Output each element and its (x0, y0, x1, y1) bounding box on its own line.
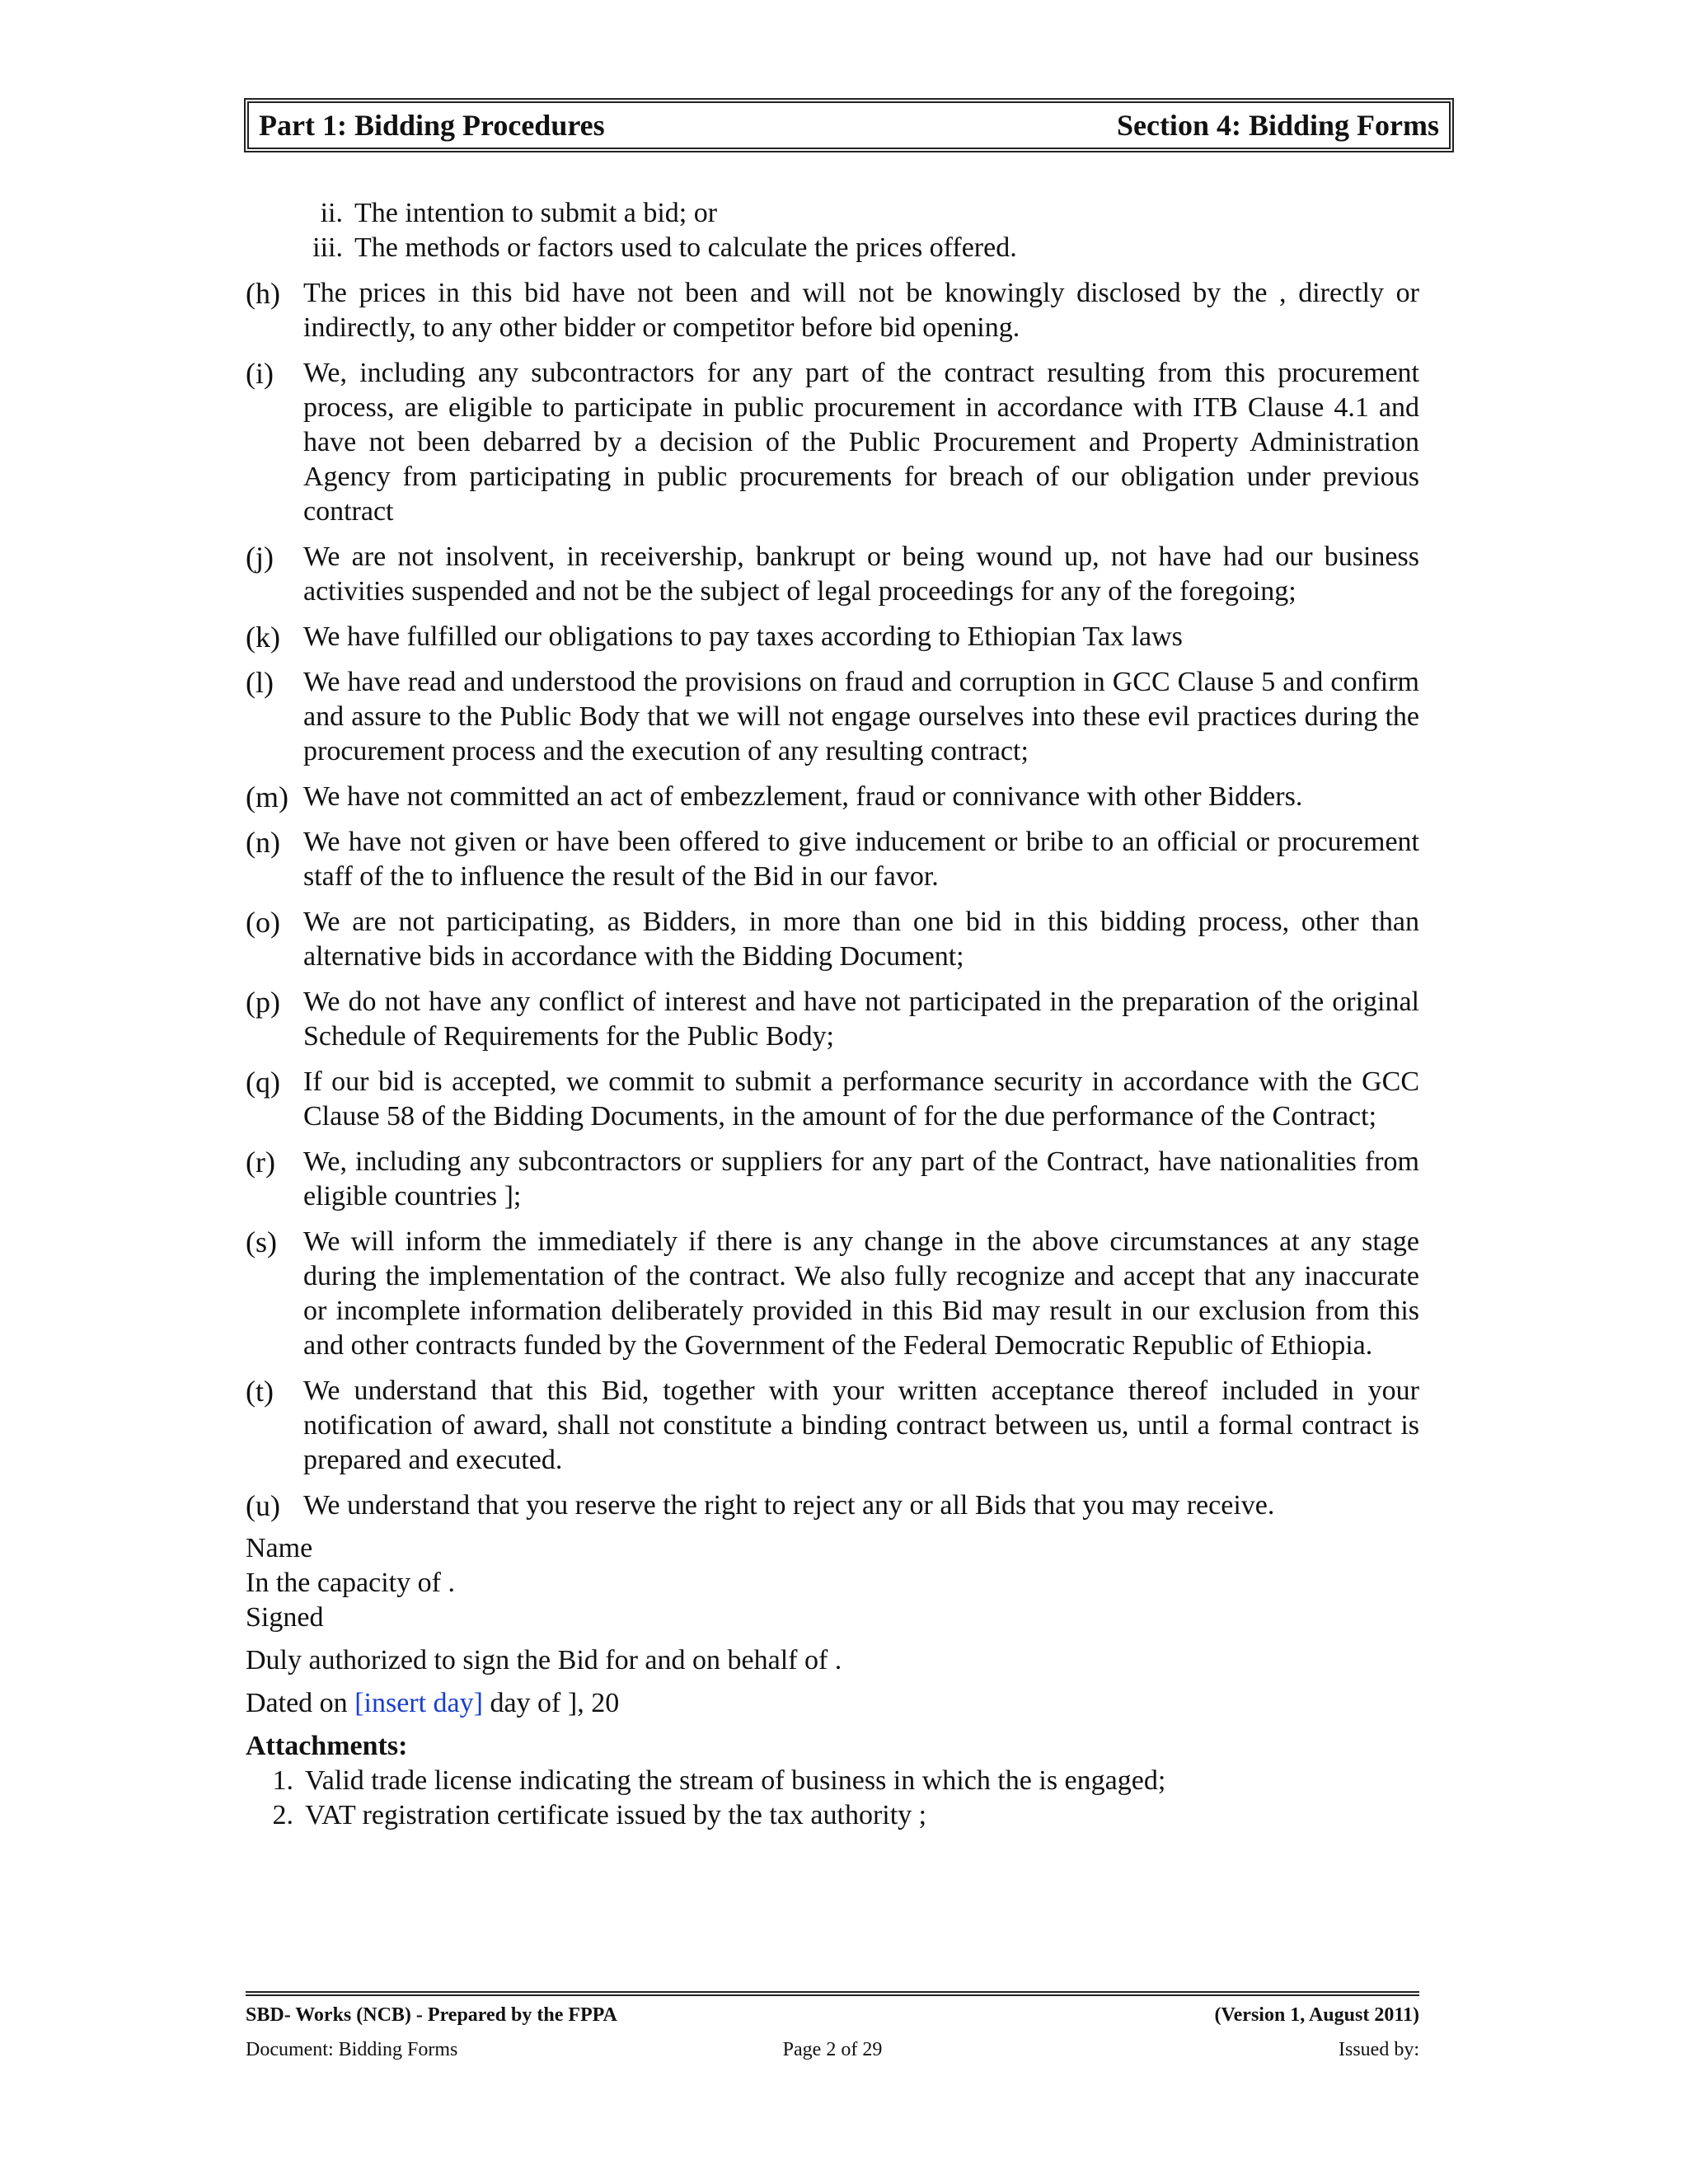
attachment-item (246, 1764, 1419, 1798)
footer-version: (Version 1, August 2011) (1214, 2004, 1419, 2026)
insert-day-placeholder: [insert day] (354, 1688, 483, 1718)
header-section-title: Section 4: Bidding Forms (1116, 109, 1439, 142)
clause-label: (p) (246, 986, 280, 1019)
footer-issued-by: Issued by: (1339, 2039, 1419, 2060)
clause-text: We have not committed an act of embezzlement, fraud or connivance with other Bidders. (303, 781, 1303, 812)
authorization-line: Duly authorized to sign the Bid for and on behalf of . (246, 1645, 842, 1675)
document-body (246, 196, 1419, 1833)
list-item-text: The methods or factors used to calculate the prices offered. (354, 232, 1017, 263)
footer-document-name: Document: Bidding Forms (246, 2039, 458, 2060)
clause-text: We, including any subcontractors or suppliers for any part of the Contract, have nationalities from eligible countries ]; (303, 1146, 1419, 1212)
clause-label: (n) (246, 826, 280, 859)
clause-text: We do not have any conflict of interest and have not participated in the preparation of the original Schedule of Requirements for the Public Body; (303, 987, 1419, 1052)
clause-label: (k) (246, 621, 280, 654)
clause-item (246, 276, 1419, 345)
clause-item (246, 1065, 1419, 1134)
attachment-text: VAT registration certificate issued by the tax authority ; (305, 1800, 927, 1830)
attachment-number: 1. (272, 1765, 293, 1796)
attachments-heading: Attachments: (246, 1731, 408, 1761)
attachment-number: 2. (272, 1800, 293, 1830)
roman-numeral: ii. (320, 198, 343, 228)
clause-item (246, 780, 1419, 814)
page-header (244, 98, 1454, 152)
roman-numeral: iii. (312, 232, 343, 263)
clause-text: We understand that you reserve the right to reject any or all Bids that you may receive. (303, 1490, 1275, 1521)
footer-top-row (246, 2004, 1419, 2027)
clause-label: (s) (246, 1226, 277, 1258)
list-item (300, 231, 1419, 265)
signatory-capacity-line: In the capacity of . (246, 1568, 455, 1598)
clause-item (246, 905, 1419, 974)
clause-text: We understand that this Bid, together with your written acceptance thereof included in your notification of award, shall not constitute a binding contract between us, until a formal contract is prepared and executed. (303, 1376, 1419, 1475)
list-item-text: The intention to submit a bid; or (354, 198, 718, 228)
clause-text: We will inform the immediately if there is any change in the above circumstances at any stage during the implementation of the contract. We also fully recognize and accept that any inaccurate or incomplete information deliberately provided in this Bid may result in our exclusion from this and other contracts funded by the Government of the Federal Democratic Republic of Ethiopia. (303, 1226, 1419, 1361)
clause-item (246, 620, 1419, 654)
signed-line: Signed (246, 1602, 324, 1633)
footer-divider (246, 1991, 1419, 1996)
attachment-text: Valid trade license indicating the stream of business in which the is engaged; (305, 1765, 1166, 1796)
clause-label: (u) (246, 1489, 280, 1522)
clause-item (246, 665, 1419, 769)
clause-label: (l) (246, 666, 274, 699)
clause-text: We are not participating, as Bidders, in more than one bid in this bidding process, other than alternative bids in accordance with the Bidding Document; (303, 907, 1419, 972)
clause-label: (t) (246, 1375, 274, 1408)
dated-prefix: Dated on (246, 1688, 355, 1718)
clause-item (246, 985, 1419, 1054)
clause-label: (i) (246, 357, 274, 390)
clause-item (246, 1374, 1419, 1478)
header-part-title: Part 1: Bidding Procedures (259, 109, 605, 142)
clause-item (246, 356, 1419, 529)
dated-line (246, 1686, 1419, 1721)
footer-bottom-row (246, 2039, 1419, 2061)
clause-label: (q) (246, 1066, 280, 1099)
dated-suffix: day of ], 20 (482, 1688, 620, 1718)
signatory-name-line: Name (246, 1533, 313, 1563)
clause-label: (h) (246, 277, 280, 310)
clause-label: (j) (246, 541, 274, 574)
clause-label: (r) (246, 1146, 275, 1179)
clause-item (246, 540, 1419, 609)
list-item (300, 196, 1419, 231)
footer-prepared-by: SBD- Works (NCB) - Prepared by the FPPA (246, 2004, 617, 2026)
clause-text: We are not insolvent, in receivership, bankrupt or being wound up, not have had our business activities suspended and not be the subject of legal proceedings for any of the foregoing; (303, 541, 1419, 607)
clause-item (246, 1145, 1419, 1214)
clause-text: We have read and understood the provisions on fraud and corruption in GCC Clause 5 and confirm and assure to the Public Body that we will not engage ourselves into these evil practices during the procurement process and the execution of any resulting contract; (303, 667, 1419, 766)
footer-page-number: Page 2 of 29 (782, 2039, 883, 2060)
clause-text: The prices in this bid have not been and will not be knowingly disclosed by the , directly or indirectly, to any other bidder or competitor before bid opening. (303, 278, 1419, 343)
clause-text: If our bid is accepted, we commit to submit a performance security in accordance with the GCC Clause 58 of the Bidding Documents, in the amount of for the due performance of the Contract; (303, 1066, 1419, 1132)
clause-label: (m) (246, 780, 288, 813)
clause-text: We have not given or have been offered to give inducement or bribe to an official or procurement staff of the to influence the result of the Bid in our favor. (303, 827, 1419, 892)
clause-label: (o) (246, 906, 280, 939)
clause-item (246, 825, 1419, 894)
attachment-item (246, 1798, 1419, 1833)
clause-text: We, including any subcontractors for any part of the contract resulting from this procurement process, are eligible to participate in public procurement in accordance with ITB Clause 4.1 and have not been debarred by a decision of the Public Procurement and Property Administration Agency from participating in public procurements for breach of our obligation under previous contract (303, 358, 1419, 527)
clause-item (246, 1225, 1419, 1363)
clause-text: We have fulfilled our obligations to pay taxes according to Ethiopian Tax laws (303, 621, 1183, 652)
clause-item (246, 1488, 1419, 1523)
